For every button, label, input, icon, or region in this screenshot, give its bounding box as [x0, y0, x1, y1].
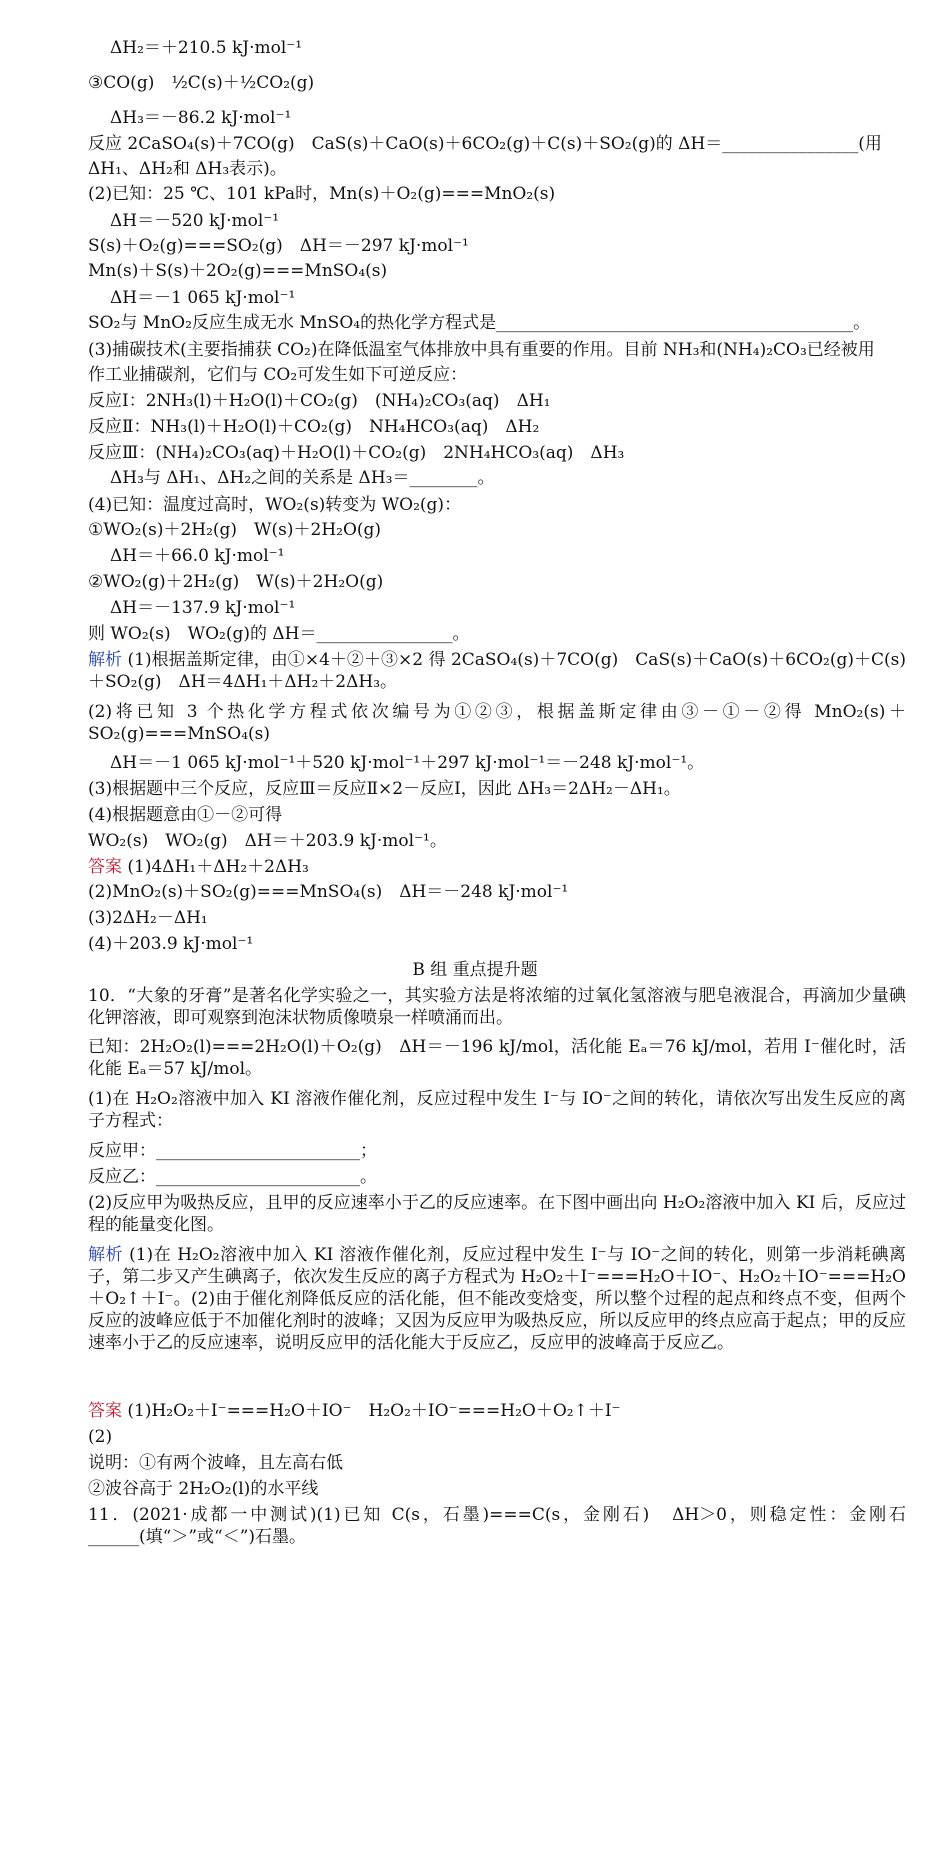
text-line: ③CO(g) ½C(s)＋½CO₂(g)	[88, 73, 315, 93]
analysis-text: (1)在 H₂O₂溶液中加入 KI 溶液作催化剂，反应过程中发生 I⁻与 IO⁻之间的转化，则第一步消耗碘离子，第二步又产生碘离子，依次发生反应的离子方程式为 H₂O₂＋I⁻===H₂O＋IO⁻、H₂O₂＋IO⁻===H₂O＋O₂↑＋I⁻。(2)由于催化剂降低反应的活化能，但不能改变焓变，所以整个过程的起点和终点不变，但两个反应的波峰应低于不加催化剂时的波峰；又因为反应甲为吸热反应，所以反应甲的终点应高于起点；甲的反应速率小于乙的反应速率，说明反应甲的活化能大于反应乙，反应甲的波峰高于反应乙。	[88, 1245, 907, 1353]
text-line: 作工业捕碳剂，它们与 CO₂可发生如下可逆反应：	[88, 365, 468, 385]
analysis-block	[88, 649, 906, 693]
question-10-part2: (2)反应甲为吸热反应，且甲的反应速率小于乙的反应速率。在下图中画出向 H₂O₂溶液中加入 KI 后，反应过程的能量变化图。	[88, 1193, 906, 1235]
answer-text: (1)H₂O₂＋I⁻===H₂O＋IO⁻ H₂O₂＋IO⁻===H₂O＋O₂↑＋I⁻	[127, 1401, 621, 1421]
text-line: ②WO₂(g)＋2H₂(g) W(s)＋2H₂O(g)	[88, 572, 384, 592]
answer-line: 说明：①有两个波峰，且左高右低	[88, 1453, 343, 1473]
text-line: S(s)＋O₂(g)===SO₂(g) ΔH＝－297 kJ·mol⁻¹	[88, 236, 469, 256]
text-line: 则 WO₂(s) WO₂(g)的 ΔH＝________________。	[88, 624, 470, 644]
text-line: Mn(s)＋S(s)＋2O₂(g)===MnSO₄(s)	[88, 261, 388, 281]
text-line: SO₂与 MnO₂反应生成无水 MnSO₄的热化学方程式是__________________________________________。	[88, 313, 871, 333]
text-line: (2)将已知 3 个热化学方程式依次编号为①②③，根据盖斯定律由③－①－②得 MnO₂(s)＋SO₂(g)===MnSO₄(s)	[88, 702, 906, 744]
text-line: WO₂(s) WO₂(g) ΔH＝＋203.9 kJ·mol⁻¹。	[88, 831, 447, 851]
analysis-block	[88, 1244, 906, 1354]
text-line: ΔH₁、ΔH₂和 ΔH₃表示)。	[88, 159, 287, 179]
analysis-label: 解析	[88, 1245, 124, 1265]
question-11: 11．(2021·成都一中测试)(1)已知 C(s，石墨)===C(s，金刚石) ΔH＞0，则稳定性：金刚石______(填“＞”或“＜”)石墨。	[88, 1505, 906, 1547]
answer-label: 答案	[88, 857, 122, 877]
text-line: ΔH＝－1 065 kJ·mol⁻¹	[110, 288, 296, 308]
text-line: ΔH＝－1 065 kJ·mol⁻¹＋520 kJ·mol⁻¹＋297 kJ·mol⁻¹＝－248 kJ·mol⁻¹。	[110, 753, 705, 773]
text-line: ①WO₂(s)＋2H₂(g) W(s)＋2H₂O(g)	[88, 520, 382, 540]
answer-block	[88, 856, 309, 878]
analysis-label: 解析	[88, 650, 123, 670]
answer-line: (2)MnO₂(s)＋SO₂(g)===MnSO₄(s) ΔH＝－248 kJ·mol⁻¹	[88, 882, 569, 902]
text-line: (3)根据题中三个反应，反应Ⅲ＝反应Ⅱ×2－反应Ⅰ，因此 ΔH₃＝2ΔH₂－ΔH₁。	[88, 779, 681, 799]
reaction-b-line: 反应乙：________________________。	[88, 1167, 377, 1187]
answer-line: ②波谷高于 2H₂O₂(l)的水平线	[88, 1479, 319, 1499]
text-line: ΔH₂＝＋210.5 kJ·mol⁻¹	[110, 38, 303, 58]
text-line: ΔH＝＋66.0 kJ·mol⁻¹	[110, 546, 285, 566]
question-10-intro: 10．“大象的牙膏”是著名化学实验之一，其实验方法是将浓缩的过氧化氢溶液与肥皂液混合，再滴加少量碘化钾溶液，即可观察到泡沫状物质像喷泉一样喷涌而出。	[88, 986, 906, 1028]
text-line: 反应Ⅰ：2NH₃(l)＋H₂O(l)＋CO₂(g) (NH₄)₂CO₃(aq) ΔH₁	[88, 391, 551, 411]
question-10-given: 已知：2H₂O₂(l)===2H₂O(l)＋O₂(g) ΔH＝－196 kJ/mol，活化能 Eₐ＝76 kJ/mol，若用 I⁻催化时，活化能 Eₐ＝57 kJ/mol。	[88, 1037, 906, 1079]
question-10-part1: (1)在 H₂O₂溶液中加入 KI 溶液作催化剂，反应过程中发生 I⁻与 IO⁻之间的转化，请依次写出发生反应的离子方程式：	[88, 1089, 906, 1131]
reaction-a-line: 反应甲：________________________；	[88, 1141, 377, 1161]
text-line: (4)根据题意由①－②可得	[88, 805, 283, 825]
answer-block	[88, 1400, 621, 1422]
text-line: ΔH＝－137.9 kJ·mol⁻¹	[110, 598, 296, 618]
text-line: ΔH＝－520 kJ·mol⁻¹	[110, 211, 280, 231]
answer-line: (4)＋203.9 kJ·mol⁻¹	[88, 934, 254, 954]
analysis-text: (1)根据盖斯定律，由①×4＋②＋③×2 得 2CaSO₄(s)＋7CO(g) CaS(s)＋CaO(s)＋6CO₂(g)＋C(s)＋SO₂(g) ΔH＝4ΔH₁＋ΔH₂＋2ΔH₃。	[88, 650, 907, 692]
text-line: ΔH₃＝－86.2 kJ·mol⁻¹	[110, 108, 292, 128]
answer-line: (3)2ΔH₂－ΔH₁	[88, 908, 208, 928]
text-line: 反应Ⅱ：NH₃(l)＋H₂O(l)＋CO₂(g) NH₄HCO₃(aq) ΔH₂	[88, 417, 540, 437]
section-title: B 组 重点提升题	[412, 960, 538, 980]
text-line: (4)已知：温度过高时，WO₂(s)转变为 WO₂(g)：	[88, 495, 462, 515]
text-line: 反应Ⅲ：(NH₄)₂CO₃(aq)＋H₂O(l)＋CO₂(g) 2NH₄HCO₃(aq) ΔH₃	[88, 443, 625, 463]
answer-label: 答案	[88, 1401, 122, 1421]
text-line: 反应 2CaSO₄(s)＋7CO(g) CaS(s)＋CaO(s)＋6CO₂(g)＋C(s)＋SO₂(g)的 ΔH＝________________(用	[88, 134, 882, 154]
text-line: (3)捕碳技术(主要指捕获 CO₂)在降低温室气体排放中具有重要的作用。目前 NH₃和(NH₄)₂CO₃已经被用	[88, 340, 875, 360]
text-line: ΔH₃与 ΔH₁、ΔH₂之间的关系是 ΔH₃＝________。	[110, 468, 495, 488]
text-line: (2)已知：25 ℃、101 kPa时，Mn(s)＋O₂(g)===MnO₂(s)	[88, 184, 556, 204]
answer-line: (2)	[88, 1427, 113, 1447]
answer-text: (1)4ΔH₁＋ΔH₂＋2ΔH₃	[127, 857, 309, 877]
